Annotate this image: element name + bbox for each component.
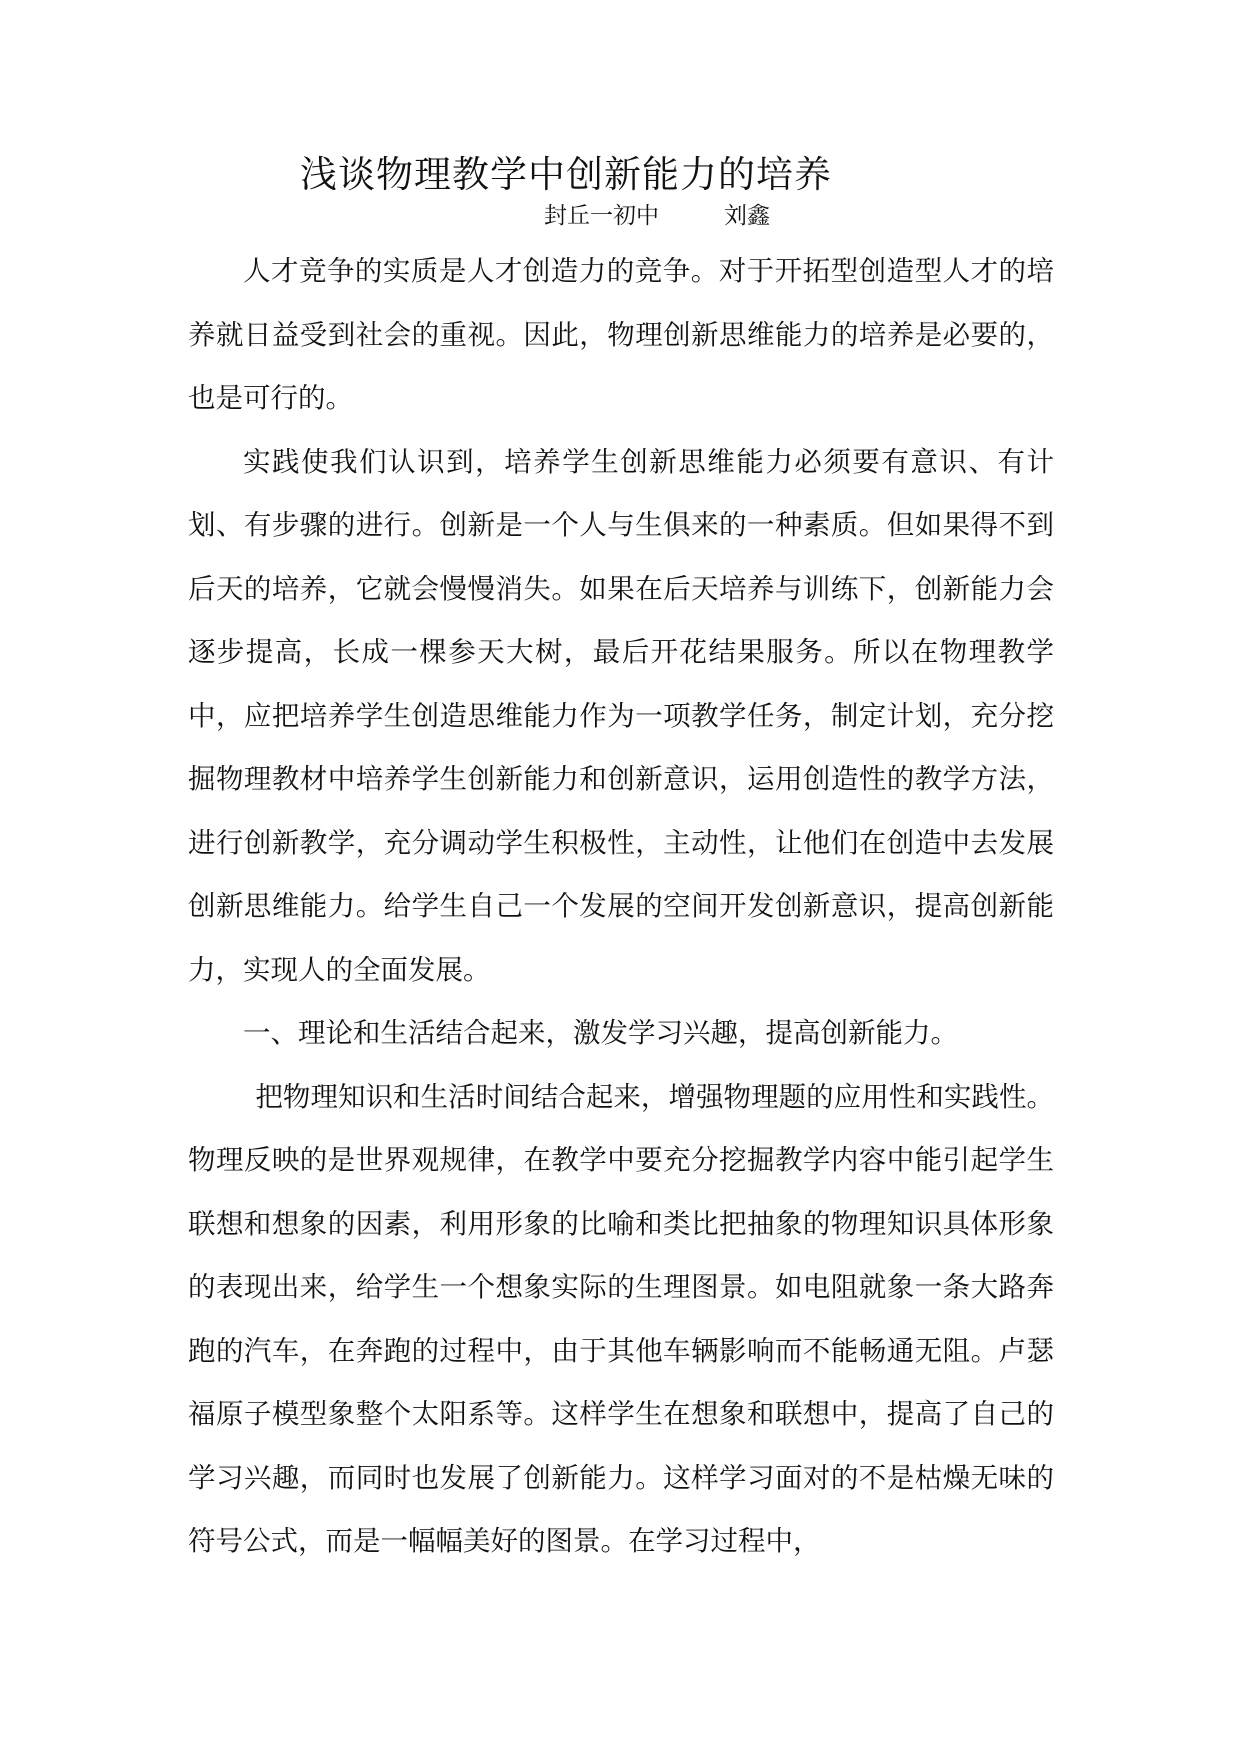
- author-name: 刘鑫: [724, 203, 770, 229]
- paragraph-practice: 实践使我们认识到，培养学生创新思维能力必须要有意识、有计划、有步骤的进行。创新是一个人与生俱来的一种素质。但如果得不到后天的培养，它就会慢慢消失。如果在后天培养与训练下，创新能力会逐步提高，长成一棵参天大树，最后开花结果服务。所以在物理教学中，应把培养学生创造思维能力作为一项教学任务，制定计划，充分挖掘物理教材中培养学生创新能力和创新意识，运用创造性的教学方法，进行创新教学，充分调动学生积极性，主动性，让他们在创造中去发展创新思维能力。给学生自己一个发展的空间开发创新意识，提高创新能力，实现人的全面发展。: [188, 445, 1054, 986]
- document-title: 浅谈物理教学中创新能力的培养: [300, 153, 832, 196]
- paragraph-intro: 人才竞争的实质是人才创造力的竞争。对于开拓型创造型人才的培养就日益受到社会的重视。因此，物理创新思维能力的培养是必要的，也是可行的。: [188, 255, 1054, 414]
- author-school: 封丘一初中: [544, 203, 659, 229]
- document-body: [188, 240, 1054, 1574]
- byline: [544, 200, 770, 232]
- section-heading-1: 一、理论和生活结合起来，激发学习兴趣，提高创新能力。: [243, 1017, 958, 1049]
- paragraph-section-1: 把物理知识和生活时间结合起来，增强物理题的应用性和实践性。物理反映的是世界观规律，在教学中要充分挖掘教学内容中能引起学生联想和想象的因素，利用形象的比喻和类比把抽象的物理知识具体形象的表现出来，给学生一个想象实际的生理图景。如电阻就象一条大路奔跑的汽车，在奔跑的过程中，由于其他车辆影响而不能畅通无阻。卢瑟福原子模型象整个太阳系等。这样学生在想象和联想中，提高了自己的学习兴趣，而同时也发展了创新能力。这样学习面对的不是枯燥无味的符号公式，而是一幅幅美好的图景。在学习过程中，: [188, 1080, 1054, 1557]
